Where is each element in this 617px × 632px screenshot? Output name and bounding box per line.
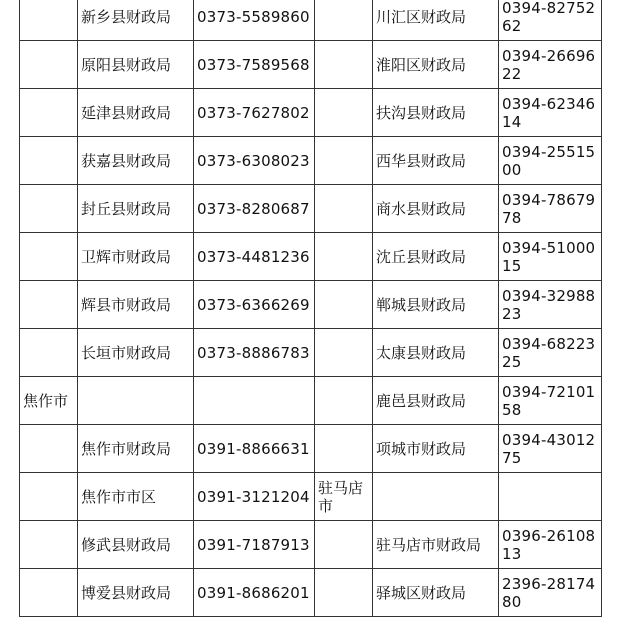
city-cell	[315, 425, 373, 473]
bureau-name-cell: 修武县财政局	[78, 521, 194, 569]
bureau-name-cell: 淮阳区财政局	[373, 41, 499, 89]
bureau-name-cell: 获嘉县财政局	[78, 137, 194, 185]
bureau-name-cell: 焦作市市区	[78, 473, 194, 521]
city-cell	[20, 569, 78, 617]
bureau-name-cell: 博爱县财政局	[78, 569, 194, 617]
bureau-name-cell: 鹿邑县财政局	[373, 377, 499, 425]
city-cell: 焦作市	[20, 377, 78, 425]
bureau-name-cell: 卫辉市财政局	[78, 233, 194, 281]
phone-number-cell: 0373-7589568	[194, 41, 315, 89]
bureau-name-cell: 驻马店市财政局	[373, 521, 499, 569]
bureau-name-cell: 延津县财政局	[78, 89, 194, 137]
phone-number-cell: 0373-5589860	[194, 0, 315, 41]
city-cell	[20, 0, 78, 41]
phone-number-cell: 0394-5100015	[499, 233, 602, 281]
city-cell	[20, 233, 78, 281]
table-row	[20, 569, 602, 617]
city-cell	[315, 185, 373, 233]
phone-number-cell: 0394-8275262	[499, 0, 602, 41]
table-row	[20, 425, 602, 473]
city-cell	[315, 41, 373, 89]
bureau-name-cell: 沈丘县财政局	[373, 233, 499, 281]
phone-number-cell: 0394-3298823	[499, 281, 602, 329]
phone-number-cell: 0394-7867978	[499, 185, 602, 233]
phone-number-cell	[499, 473, 602, 521]
city-cell	[20, 521, 78, 569]
table-row	[20, 473, 602, 521]
city-cell	[315, 137, 373, 185]
city-cell: 驻马店市	[315, 473, 373, 521]
city-cell	[20, 281, 78, 329]
table-row	[20, 185, 602, 233]
city-cell	[20, 137, 78, 185]
bureau-name-cell: 太康县财政局	[373, 329, 499, 377]
city-cell	[20, 185, 78, 233]
bureau-name-cell	[373, 473, 499, 521]
bureau-name-cell: 郸城县财政局	[373, 281, 499, 329]
table-row	[20, 89, 602, 137]
bureau-name-cell: 驿城区财政局	[373, 569, 499, 617]
phone-number-cell: 0394-4301275	[499, 425, 602, 473]
phone-number-cell: 0394-6822325	[499, 329, 602, 377]
city-cell	[315, 377, 373, 425]
city-cell	[315, 89, 373, 137]
city-cell	[315, 0, 373, 41]
bureau-name-cell: 焦作市财政局	[78, 425, 194, 473]
table-row	[20, 41, 602, 89]
table-body	[20, 0, 602, 617]
city-cell	[315, 569, 373, 617]
table-row	[20, 233, 602, 281]
bureau-name-cell: 西华县财政局	[373, 137, 499, 185]
table-row	[20, 521, 602, 569]
bureau-name-cell: 原阳县财政局	[78, 41, 194, 89]
phone-number-cell: 0373-4481236	[194, 233, 315, 281]
table-row	[20, 329, 602, 377]
phone-number-cell: 0391-8866631	[194, 425, 315, 473]
city-cell	[20, 329, 78, 377]
bureau-name-cell	[78, 377, 194, 425]
phone-number-cell: 0394-7210158	[499, 377, 602, 425]
bureau-name-cell: 长垣市财政局	[78, 329, 194, 377]
city-cell	[20, 425, 78, 473]
finance-bureau-directory-table	[19, 0, 602, 617]
phone-number-cell: 0391-3121204	[194, 473, 315, 521]
phone-number-cell: 0391-7187913	[194, 521, 315, 569]
bureau-name-cell: 商水县财政局	[373, 185, 499, 233]
city-cell	[20, 473, 78, 521]
phone-number-cell: 2396-2817480	[499, 569, 602, 617]
bureau-name-cell: 扶沟县财政局	[373, 89, 499, 137]
city-cell	[315, 233, 373, 281]
bureau-name-cell: 封丘县财政局	[78, 185, 194, 233]
city-cell	[20, 89, 78, 137]
city-cell	[315, 521, 373, 569]
table-row	[20, 0, 602, 41]
phone-number-cell: 0394-2669622	[499, 41, 602, 89]
table-row	[20, 281, 602, 329]
phone-number-cell: 0373-8280687	[194, 185, 315, 233]
phone-number-cell: 0373-6308023	[194, 137, 315, 185]
phone-number-cell: 0391-8686201	[194, 569, 315, 617]
city-cell	[20, 41, 78, 89]
phone-number-cell: 0373-6366269	[194, 281, 315, 329]
phone-number-cell: 0373-7627802	[194, 89, 315, 137]
table-row	[20, 377, 602, 425]
bureau-name-cell: 辉县市财政局	[78, 281, 194, 329]
phone-number-cell: 0394-2551500	[499, 137, 602, 185]
city-cell	[315, 281, 373, 329]
bureau-name-cell: 项城市财政局	[373, 425, 499, 473]
bureau-name-cell: 新乡县财政局	[78, 0, 194, 41]
phone-number-cell	[194, 377, 315, 425]
phone-number-cell: 0396-2610813	[499, 521, 602, 569]
phone-number-cell: 0394-6234614	[499, 89, 602, 137]
table-row	[20, 137, 602, 185]
bureau-name-cell: 川汇区财政局	[373, 0, 499, 41]
city-cell	[315, 329, 373, 377]
phone-number-cell: 0373-8886783	[194, 329, 315, 377]
